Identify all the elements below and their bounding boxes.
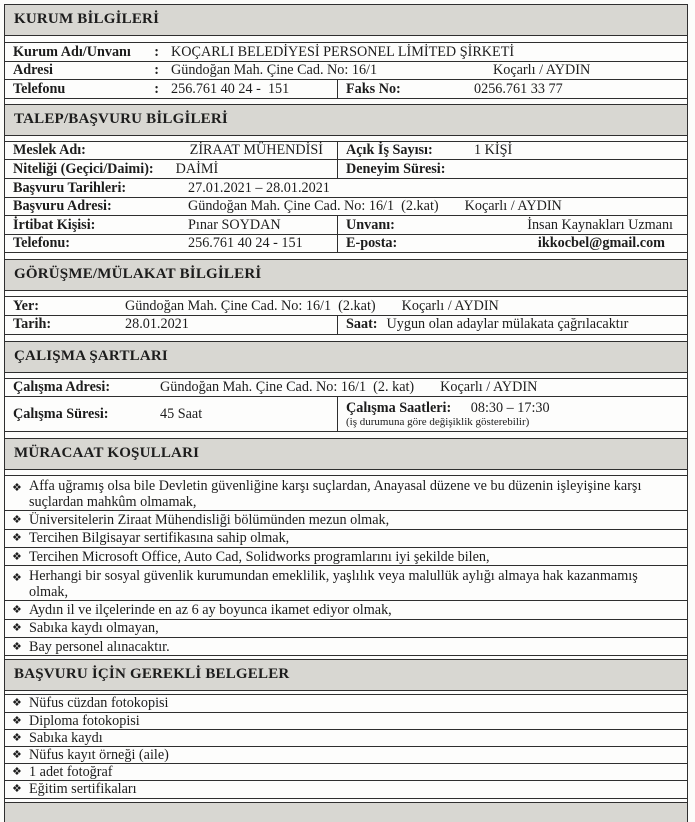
table-row-niteligi xyxy=(5,160,687,179)
table-row-kurum-adi xyxy=(5,43,687,62)
section-header-kurum: KURUM BİLGİLERİ xyxy=(5,5,687,36)
field-value: 45 Saat xyxy=(160,405,203,422)
diamond-bullet-icon: ❖ xyxy=(12,714,22,727)
field-value: 0256.761 33 77 xyxy=(474,80,563,97)
section-header-muracaat: MÜRACAAT KOŞULLARI xyxy=(5,438,687,470)
list-item-text: Sabıka kaydı olmayan, xyxy=(29,620,159,637)
table-row-talep-telefonu xyxy=(5,235,687,254)
field-value: DAİMİ xyxy=(175,160,219,177)
diamond-bullet-icon: ❖ xyxy=(12,603,22,616)
table-row-basvuru-adresi xyxy=(5,198,687,217)
field-label: Yer: xyxy=(13,297,39,314)
list-item-text: Diploma fotokopisi xyxy=(29,712,140,729)
field-value: 27.01.2021 – 28.01.2021 xyxy=(188,179,330,196)
diamond-bullet-icon: ❖ xyxy=(12,513,22,526)
list-item-text: Tercihen Microsoft Office, Auto Cad, Solidworks programlarını iyi şekilde bilen, xyxy=(29,548,490,565)
list-item xyxy=(5,566,687,601)
calisma-saatleri-line xyxy=(346,400,679,416)
table-row-calisma-adresi xyxy=(5,379,687,398)
calisma-table xyxy=(5,378,687,433)
cell xyxy=(338,160,687,178)
cell xyxy=(338,399,687,430)
table-row-basvuru-tarihleri xyxy=(5,179,687,198)
kurum-table xyxy=(5,42,687,99)
list-item-text: Üniversitelerin Ziraat Mühendisliği bölümünden mezun olmak, xyxy=(29,511,390,528)
table-row-irtibat xyxy=(5,216,687,235)
cell xyxy=(5,297,687,315)
cell xyxy=(5,379,687,397)
list-item-text: Bay personel alınacaktır. xyxy=(29,638,170,655)
field-value-email: ikkocbel@gmail.com xyxy=(537,235,665,252)
diamond-bullet-icon: ❖ xyxy=(12,550,22,563)
cell xyxy=(5,316,338,334)
gorusme-table xyxy=(5,296,687,334)
field-value: Gündoğan Mah. Çine Cad. No: 16/1 (2.kat) xyxy=(188,198,439,215)
diamond-bullet-icon: ❖ xyxy=(12,532,22,545)
field-label: Faks No: xyxy=(346,80,401,97)
list-item-text: Aydın il ve ilçelerinde en az 6 ay boyunca ikamet ediyor olmak, xyxy=(29,601,392,618)
field-label xyxy=(13,81,159,98)
field-value: Uygun olan adaylar mülakata çağrılacaktır xyxy=(386,316,629,333)
diamond-bullet-icon: ❖ xyxy=(12,749,22,762)
table-row-meslek xyxy=(5,142,687,161)
list-item xyxy=(5,713,687,730)
diamond-bullet-icon: ❖ xyxy=(12,481,22,494)
field-value: 256.761 40 24 - 151 xyxy=(171,80,290,97)
list-item xyxy=(5,730,687,747)
cell xyxy=(5,160,338,178)
section-header-belgeler: BAŞVURU İÇİN GEREKLİ BELGELER xyxy=(5,659,687,691)
list-item-text: Eğitim sertifikaları xyxy=(29,781,137,798)
cell xyxy=(5,179,687,197)
job-posting-form xyxy=(4,4,688,822)
table-row-telefonu xyxy=(5,80,687,99)
cell xyxy=(5,80,338,98)
diamond-bullet-icon: ❖ xyxy=(12,766,22,779)
belgeler-list xyxy=(5,694,687,798)
list-item xyxy=(5,638,687,656)
diamond-bullet-icon: ❖ xyxy=(12,640,22,653)
table-row-calisma-suresi xyxy=(5,397,687,432)
cell xyxy=(5,397,338,431)
field-value: Pınar SOYDAN xyxy=(188,216,281,233)
field-value: İnsan Kaynakları Uzmanı xyxy=(527,216,673,233)
field-label: Saat: xyxy=(346,316,378,333)
field-label: Unvanı: xyxy=(346,216,395,233)
list-item xyxy=(5,695,687,712)
calisma-saatleri-note: (iş durumuna göre değişiklik gösterebilir) xyxy=(346,415,530,428)
field-value: 28.01.2021 xyxy=(125,316,189,333)
table-row-tarih xyxy=(5,316,687,335)
diamond-bullet-icon: ❖ xyxy=(12,697,22,710)
cell xyxy=(5,235,338,253)
cell xyxy=(5,198,687,216)
label-colon: : xyxy=(154,62,159,79)
field-value: 256.761 40 24 - 151 xyxy=(188,235,303,252)
list-item xyxy=(5,530,687,548)
list-item xyxy=(5,781,687,798)
list-item xyxy=(5,747,687,764)
field-label: Çalışma Süresi: xyxy=(13,405,109,422)
field-value-city: Koçarlı / AYDIN xyxy=(493,62,591,79)
field-label: Çalışma Adresi: xyxy=(13,379,111,396)
field-value: 1 KİŞİ xyxy=(474,142,513,159)
field-label: Meslek Adı: xyxy=(13,142,86,159)
section-header-gorusme: GÖRÜŞME/MÜLAKAT BİLGİLERİ xyxy=(5,259,687,291)
list-item xyxy=(5,511,687,529)
cell xyxy=(5,62,687,80)
field-label: Başvuru Tarihleri: xyxy=(13,179,127,196)
field-value-city: Koçarlı / AYDIN xyxy=(440,379,538,396)
cell xyxy=(5,142,338,160)
cell xyxy=(5,43,687,61)
field-value: Gündoğan Mah. Çine Cad. No: 16/1 (2. kat) xyxy=(160,379,415,396)
list-item-text: Affa uğramış olsa bile Devletin güvenliğine karşı suçlardan, Anayasal düzene ve bu düzenin işleyişine karşı suçlardan mahkûm olmamak, xyxy=(29,477,642,510)
diamond-bullet-icon: ❖ xyxy=(12,783,22,796)
field-label xyxy=(13,44,159,61)
table-row-adresi xyxy=(5,62,687,81)
cell xyxy=(338,142,687,160)
label-text: Adresi xyxy=(13,62,53,79)
list-item-text: Sabıka kaydı xyxy=(29,729,103,746)
list-item xyxy=(5,548,687,566)
label-text: Telefonu xyxy=(13,80,66,97)
list-item-text: 1 adet fotoğraf xyxy=(29,764,113,781)
diamond-bullet-icon: ❖ xyxy=(12,571,22,584)
field-value: KOÇARLI BELEDİYESİ PERSONEL LİMİTED ŞİRKETİ xyxy=(171,43,515,60)
field-value-city: Koçarlı / AYDIN xyxy=(464,198,562,215)
field-label xyxy=(13,62,159,79)
field-label: Deneyim Süresi: xyxy=(346,160,446,177)
diamond-bullet-icon: ❖ xyxy=(12,731,22,744)
cell xyxy=(338,316,687,334)
field-label: İrtibat Kişisi: xyxy=(13,216,96,233)
field-value-city: Koçarlı / AYDIN xyxy=(401,297,499,314)
list-item-text: Nüfus kayıt örneği (aile) xyxy=(29,747,169,764)
field-value: Gündoğan Mah. Çine Cad. No: 16/1 xyxy=(171,62,378,79)
list-item xyxy=(5,601,687,619)
truncated-section-header xyxy=(5,802,687,822)
field-label: Niteliği (Geçici/Daimi): xyxy=(13,160,154,177)
field-label: Tarih: xyxy=(13,316,52,333)
list-item xyxy=(5,764,687,781)
field-label: Başvuru Adresi: xyxy=(13,198,112,215)
list-item-text: Herhangi bir sosyal güvenlik kurumundan emeklilik, yaşlılık veya malullük aylığı almaya hak kazanmamış olmak, xyxy=(29,567,638,600)
table-row-yer xyxy=(5,297,687,316)
cell xyxy=(338,235,687,253)
list-item-text: Nüfus cüzdan fotokopisi xyxy=(29,695,169,712)
field-value: 08:30 – 17:30 xyxy=(470,399,550,416)
field-label: Telefonu: xyxy=(13,235,71,252)
field-label: E-posta: xyxy=(346,235,398,252)
label-colon: : xyxy=(154,43,159,60)
label-text: Kurum Adı/Unvanı xyxy=(13,43,131,60)
field-label: Çalışma Saatleri: xyxy=(346,399,452,416)
field-label: Açık İş Sayısı: xyxy=(346,142,433,159)
diamond-bullet-icon: ❖ xyxy=(12,622,22,635)
muracaat-list xyxy=(5,475,687,656)
list-item xyxy=(5,476,687,511)
list-item-text: Tercihen Bilgisayar sertifikasına sahip olmak, xyxy=(29,530,290,547)
section-header-calisma: ÇALIŞMA ŞARTLARI xyxy=(5,341,687,373)
talep-table xyxy=(5,141,687,254)
label-colon: : xyxy=(154,80,159,97)
cell xyxy=(338,216,687,234)
cell xyxy=(5,216,338,234)
section-header-talep: TALEP/BAŞVURU BİLGİLERİ xyxy=(5,104,687,136)
list-item xyxy=(5,620,687,638)
field-value: ZİRAAT MÜHENDİSİ xyxy=(189,142,323,159)
field-value: Gündoğan Mah. Çine Cad. No: 16/1 (2.kat) xyxy=(125,297,376,314)
cell xyxy=(338,80,687,98)
